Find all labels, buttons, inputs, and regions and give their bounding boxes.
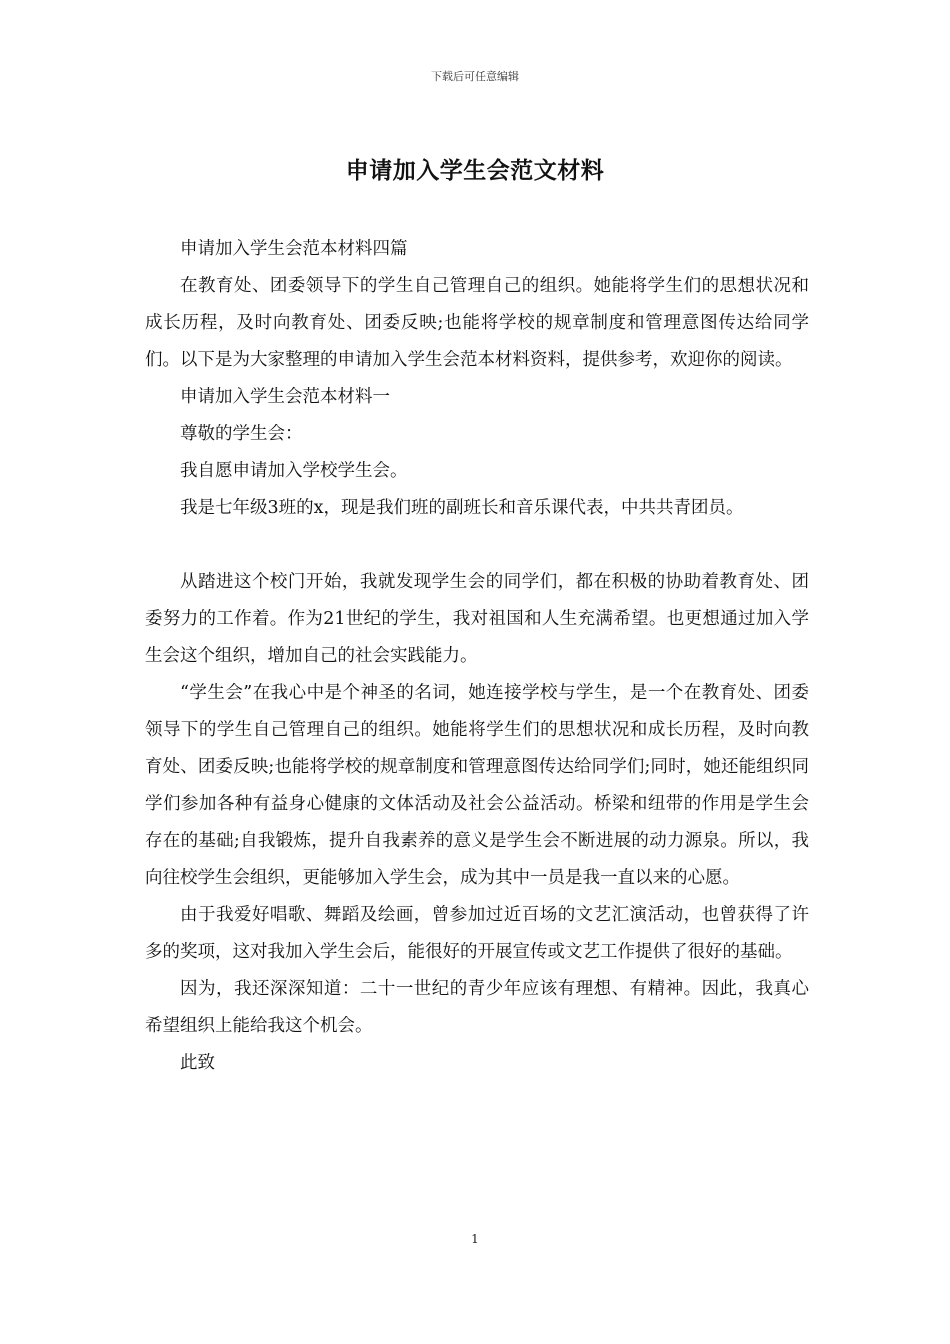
- paragraph-motivation: 从踏进这个校门开始，我就发现学生会的同学们，都在积极的协助着教育处、团委努力的工作着。作为21世纪的学生，我对祖国和人生充满希望。也更想通过加入学生会这个组织，增加自己的社会实践能力。: [145, 572, 809, 666]
- page-header: 下载后可任意编辑: [431, 70, 519, 83]
- document-title: 申请加入学生会范文材料: [345, 158, 605, 184]
- paragraph-wish: 因为，我还深深知道：二十一世纪的青少年应该有理想、有精神。因此，我真心希望组织上能给我这个机会。: [145, 979, 809, 1036]
- paragraph-statement: 我自愿申请加入学校学生会。: [180, 461, 408, 481]
- paragraph-section-heading: 申请加入学生会范本材料一: [180, 387, 390, 407]
- paragraph-intro: 在教育处、团委领导下的学生自己管理自己的组织。她能将学生们的思想状况和成长历程，及时向教育处、团委反映;也能将学校的规章制度和管理意图传达给同学们。以下是为大家整理的申请加入学生会范本材料资料，提供参考，欢迎你的阅读。: [145, 276, 809, 370]
- page-number: 1: [471, 1232, 479, 1246]
- paragraph-salutation: 尊敬的学生会：: [180, 424, 303, 444]
- paragraph-student-union: “学生会”在我心中是个神圣的名词，她连接学校与学生，是一个在教育处、团委领导下的学生自己管理自己的组织。她能将学生们的思想状况和成长历程，及时向教育处、团委反映;也能将学校的规章制度和管理意图传达给同学们;同时，她还能组织同学们参加各种有益身心健康的文体活动及社会公益活动。桥梁和纽带的作用是学生会存在的基础;自我锻炼，提升自我素养的意义是学生会不断进展的动力源泉。所以，我向往校学生会组织，更能够加入学生会，成为其中一员是我一直以来的心愿。: [145, 683, 809, 888]
- document-body: [145, 231, 809, 1082]
- paragraph-hobbies: 由于我爱好唱歌、舞蹈及绘画，曾参加过近百场的文艺汇演活动，也曾获得了许多的奖项，这对我加入学生会后，能很好的开展宣传或文艺工作提供了很好的基础。: [145, 905, 809, 962]
- paragraph-closing: 此致: [180, 1053, 215, 1073]
- paragraph-blank: [145, 527, 809, 564]
- paragraph-subtitle: 申请加入学生会范本材料四篇: [180, 239, 408, 259]
- paragraph-self-intro: 我是七年级3班的x，现是我们班的副班长和音乐课代表，中共共青团员。: [180, 498, 744, 518]
